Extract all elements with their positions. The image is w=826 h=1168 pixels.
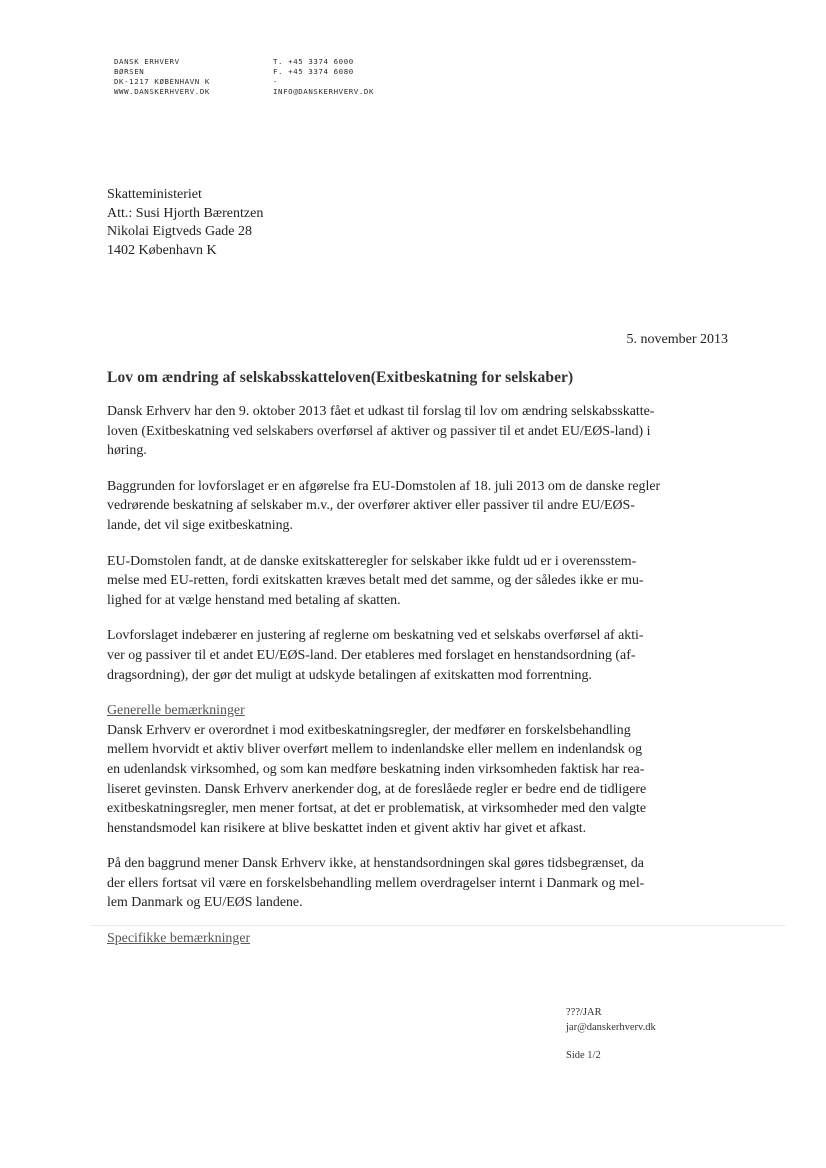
recipient-address [107, 186, 263, 260]
text-line: en udenlandsk virksomhed, og som kan medføre beskatning inden virksomheden faktisk har rea- [107, 761, 645, 777]
paragraph-4 [107, 626, 727, 685]
letterhead-address [114, 57, 210, 97]
recipient-city: 1402 København K [107, 242, 217, 258]
letterhead-company: DANSK ERHVERV [114, 57, 180, 66]
text-line: liseret gevinsten. Dansk Erhverv anerkender dog, at de foreslåede regler er bedre end de tidligere [107, 781, 647, 797]
recipient-attention: Att.: Susi Hjorth Bærentzen [107, 205, 264, 221]
text-line: lem Danmark og EU/EØS landene. [107, 895, 303, 911]
page-divider [90, 925, 786, 926]
letter-subject: Lov om ændring af selskabsskatteloven(Exitbeskatning for selskaber) [107, 369, 574, 386]
letterhead-fax: F. +45 3374 6080 [273, 67, 354, 76]
text-line: lande, det vil sige exitbeskatning. [107, 517, 293, 533]
letter-footer [566, 1005, 656, 1063]
text-line: Baggrunden for lovforslaget er en afgørelse fra EU-Domstolen af 18. juli 2013 om de danske regler [107, 478, 661, 494]
text-line: Dansk Erhverv har den 9. oktober 2013 fået et udkast til forslag til lov om ændring selskabsskatte- [107, 404, 655, 419]
recipient-organization: Skatteministeriet [107, 187, 202, 202]
text-line: henstandsmodel kan risikere at blive beskattet inden et givent aktiv har givet et afkast. [107, 820, 587, 836]
text-line: høring. [107, 443, 147, 459]
text-line: vedrørende beskatning af selskaber m.v., der overfører aktiver eller passiver til andre EU/EØS- [107, 498, 635, 514]
letterhead-dash: - [273, 77, 279, 86]
text-line: mellem hvorvidt et aktiv bliver overført mellem to indenlandske eller mellem en indenlandsk og [107, 742, 643, 758]
recipient-street: Nikolai Eigtveds Gade 28 [107, 224, 253, 239]
text-line: der ellers fortsat vil være en forskelsbehandling mellem overdragelser internt i Danmark og mel- [107, 875, 645, 891]
section-heading-specific: Specifikke bemærkninger [107, 931, 251, 947]
page-number: Side 1/2 [566, 1050, 601, 1061]
paragraph-5 [107, 854, 727, 913]
text-line: melse med EU-retten, fordi exitskatten kræves betalt med det samme, og der således ikke er mu- [107, 573, 644, 589]
letterhead-phone: T. +45 3374 6000 [273, 57, 354, 66]
letter-date: 5. november 2013 [626, 332, 728, 347]
text-line: loven (Exitbeskatning ved selskabers overførsel af aktiver og passiver til et andet EU/EØS-land) i [107, 423, 651, 439]
footer-reference: ???/JAR [566, 1007, 602, 1018]
text-line: EU-Domstolen fandt, at de danske exitskatteregler for selskaber ikke fuldt ud er i overensstem- [107, 553, 637, 569]
section-heading-general: Generelle bemærkninger [107, 703, 245, 719]
text-line: dragsordning), der gør det muligt at udskyde betalingen af exitskatten mod forrentning. [107, 667, 592, 683]
paragraph-3 [107, 552, 727, 611]
text-line: ver og passiver til et andet EU/EØS-land. Der etableres med forslaget en henstandsordning (af- [107, 647, 636, 663]
text-line: På den baggrund mener Dansk Erhverv ikke, at henstandsordningen skal gøres tidsbegrænset, da [107, 856, 644, 872]
letter-body [107, 402, 727, 949]
section-specific-remarks [107, 929, 727, 949]
letterhead-website: WWW.DANSKERHVERV.DK [114, 87, 210, 96]
paragraph-2 [107, 477, 727, 536]
text-line: Dansk Erhverv er overordnet i mod exitbeskatningsregler, der medfører en forskelsbehandling [107, 722, 631, 738]
letterhead-email: INFO@DANSKERHVERV.DK [273, 87, 374, 96]
text-line: exitbeskatningsregler, men mener fortsat, at det er problematisk, at virksomheder med den valgte [107, 801, 647, 817]
text-line: Lovforslaget indebærer en justering af reglerne om beskatning ved et selskabs overførsel af akti- [107, 628, 644, 644]
letterhead-city: DK-1217 KØBENHAVN K [114, 77, 210, 86]
letterhead-building: BØRSEN [114, 67, 145, 76]
text-line: lighed for at vælge henstand med betaling af skatten. [107, 592, 401, 608]
footer-email: jar@danskerhverv.dk [566, 1022, 656, 1033]
paragraph-1 [107, 402, 727, 461]
section-general-remarks [107, 701, 727, 838]
letterhead-contact [273, 57, 374, 97]
